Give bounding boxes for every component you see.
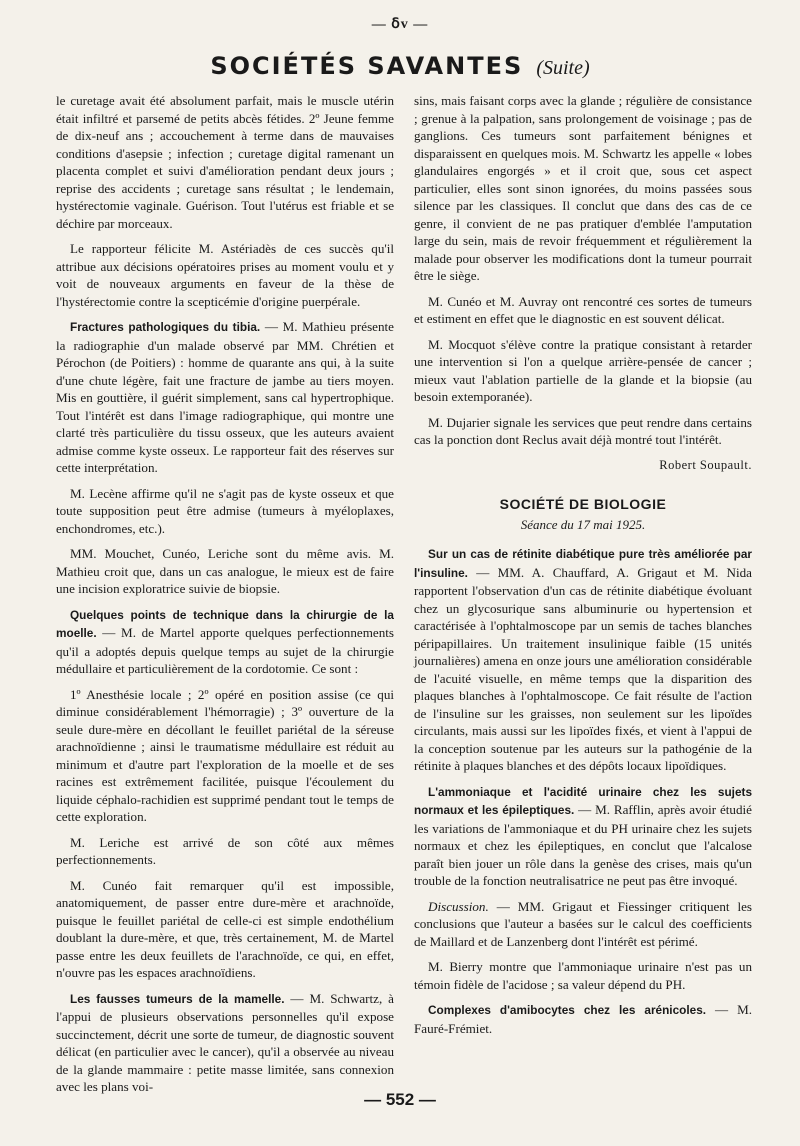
left-column	[56, 92, 394, 1104]
page-title-suffix: (Suite)	[536, 57, 590, 79]
section-date: Séance du 17 mai 1925.	[520, 516, 646, 532]
page-title	[0, 52, 800, 80]
article-heading: L'ammoniaque et l'acidité urinaire chez les sujets normaux et les épileptiques.	[414, 784, 752, 817]
article-heading: Fractures pathologiques du tibia.	[70, 320, 261, 334]
page-folio: — ẟv —	[371, 17, 429, 32]
article-body: — M. de Martel apporte quelques perfectionnements qu'il a adoptés depuis quelque temps au sujet de la chirurgie médullaire et particulièrement de la cordotomie. Ce sont :	[56, 625, 394, 676]
paragraph	[414, 783, 752, 890]
paragraph: MM. Mouchet, Cunéo, Leriche sont du même avis. M. Mathieu croit que, dans un cas analogue, le mieux est de faire une incision exploratrice suivie de biopsie.	[56, 546, 394, 596]
paragraph: M. Cunéo fait remarquer qu'il est impossible, anatomiquement, de passer entre dure-mère et arachnoïde, puisque le feuillet pariétal de celle-ci est simple endothélium doublant la dure-mère, et que, très certainement, M. de Martel passe entre les deux feuillets de l'arachnoïde, ce qui, en effet, n'ouvre pas les espaces arachnoïdiens.	[56, 877, 394, 980]
paragraph: sins, mais faisant corps avec la glande ; régulière de consistance ; grenue à la palpation, sans prolongement de voisinage ; pas de ganglions. Ces tumeurs sont parfaitement bénignes et disparaissent en quelques mois. M. Schwartz les appelle « lobes glandulaires engorgés » et il croit que, sous cet aspect particulier, elles sont sinon ignorées, du moins passées sous silence par les classiques. Il conclut que dans des cas de ce genre, il convient de ne pas pratiquer d'emblée l'amputation large du sein, mais de revoir fréquemment et régulièrement la malade pour observer les modifications dont la tumeur pourrait être le siège.	[414, 93, 752, 283]
page-number: — 552 —	[364, 1090, 436, 1109]
paragraph: M. Lecène affirme qu'il ne s'agit pas de kyste osseux et que toute supposition peut être admise (tumeurs à myéloplaxes, enchondromes, etc.).	[56, 485, 394, 536]
article-body: — MM. A. Chauffard, A. Grigaut et M. Nida rapportent l'observation d'un cas de rétinite diabétique évoluant chez un glycosurique sans albuminurie ou hypertension et caractérisée à l'ophtalmoscope par un semis de taches blanches péripapillaires. Un traitement insulinique faible (15 unités journalières) amena en onze jours une amélioration considérable de l'acuité visuelle, en même temps que la disparition des plaques blanches à l'ophtalmoscope. Ce fait résulte de l'action de l'insuline sur les graisses, non seulement sur les lipoïdes circulants, mais aussi sur les lipoïdes fixés, et vient à l'appui de la conception soutenue par les auteurs sur la pathogénie de la rétinite à plaques blanches et des dépôts locaux lipoïdiques.	[414, 564, 752, 773]
paragraph: M. Dujarier signale les services que peut rendre dans certains cas la ponction dont Reclus avait déjà montré tout l'intérêt.	[414, 414, 752, 447]
paragraph: M. Leriche est arrivé de son côté aux mêmes perfectionnements.	[56, 834, 394, 867]
paragraph: Le rapporteur félicite M. Astériadès de ces succès qu'il attribue aux décisions opératoires prises au moment voulu et y voit de nouveaux arguments en faveur de la thèse de l'hystérectomie contre la scepticémie d'origine puerpérale.	[56, 241, 394, 309]
paragraph	[56, 606, 394, 678]
paragraph: M. Bierry montre que l'ammoniaque urinaire n'est pas un témoin fidèle de l'acidose ; sa valeur dépend du PH.	[414, 959, 752, 992]
paragraph	[414, 545, 752, 775]
article-body: — M. Schwartz, à l'appui de plusieurs observations personnelles qu'il expose succinctement, décrit une sorte de tumeur, de diagnostic souvent délicat (en particulier avec le cancer), qu'il a observée au niveau de la glande mammaire : petite masse limitée, sans connexion avec les plans voi-	[56, 990, 394, 1094]
article-heading: Les fausses tumeurs de la mamelle.	[70, 991, 285, 1006]
article-heading: Quelques points de technique dans la chirurgie de la moelle.	[56, 607, 394, 640]
paragraph: le curetage avait été absolument parfait, mais le muscle utérin était infiltré et parsemé de petits abcès fétides. 2º Jeune femme de dix-neuf ans ; accouchement à terme dans de mauvaises conditions d'asepsie ; infection ; curetage digital ramenant un placenta complet et suivi d'amélioration pendant deux jours ; reprise des accidents ; curetage sans résultat ; le lendemain, hystérectomie vaginale. Guérison. Tout l'utérus est friable et se déchire par morceaux.	[56, 93, 394, 231]
paragraph	[414, 898, 752, 951]
paragraph: 1º Anesthésie locale ; 2º opéré en position assise (ce qui diminue considérablement l'hémorragie) ; 3º ouverture de la seule dure-mère en décollant le feuillet pariétal de la séreuse arachnoïdienne ; ainsi le traumatisme médullaire est réduit au minimum et d'autre part l'exploration de la moelle et de ses racines est extrêmement facilitée, puisque l'écoulement du liquide céphalo-rachidien est supprimé pendant tout le temps de cette exploration.	[56, 686, 394, 824]
author-signature: Robert Soupault.	[659, 457, 752, 472]
article-body: — M. Mathieu présente la radiographie d'un malade observé par MM. Chrétien et Pérochon (de Poitiers) : homme de quarante ans qui, à la suite d'une chute légère, fait une fracture de jambe au tiers moyen. Mis en gouttière, il guérit simplement, sans cal hypertrophique. Tout l'intérêt est dans l'image radiographique, qui montre une clarté très particulière du tissu osseux, que les auteurs avaient admise comme kyste osseux. Le rapporteur fait des réserves sur cette interprétation.	[56, 319, 394, 475]
article-body: — M. Rafflin, après avoir étudié les variations de l'ammoniaque et du PH urinaire chez les sujets normaux et chez les épileptiques, en conclut que l'alcalose paraît bien jouer un rôle dans la genèse des crises, mais qu'un trouble de la fonction neutralisatrice ne peut pas être invoqué.	[414, 802, 752, 888]
right-column	[414, 92, 752, 1045]
page-title-text: SOCIÉTÉS SAVANTES	[210, 52, 524, 80]
discussion-label: Discussion.	[428, 898, 489, 914]
paragraph	[414, 1001, 752, 1037]
paragraph: M. Mocquot s'élève contre la pratique consistant à retarder une intervention si l'on a quelque arrière-pensée de cancer ; mieux vaut l'ablation partielle de la glande et la biopsie (au besoin extemporanée).	[414, 336, 752, 404]
paragraph: M. Cunéo et M. Auvray ont rencontré ces sortes de tumeurs et estiment en effet que le diagnostic en est souvent délicat.	[414, 293, 752, 326]
section-title: SOCIÉTÉ DE BIOLOGIE	[499, 496, 667, 512]
paragraph	[56, 318, 394, 477]
article-body: — MM. Grigaut et Fiessinger critiquent les conclusions que l'auteur a basées sur le calcul des coefficients de Maillard et de Lanzenberg dont l'intérêt est périmé.	[414, 898, 752, 949]
article-body: — M. Fauré-Frémiet.	[414, 1002, 752, 1036]
paragraph	[56, 990, 394, 1096]
article-heading: Complexes d'amibocytes chez les arénicoles.	[428, 1003, 707, 1017]
article-heading: Sur un cas de rétinite diabétique pure très améliorée par l'insuline.	[414, 547, 752, 580]
